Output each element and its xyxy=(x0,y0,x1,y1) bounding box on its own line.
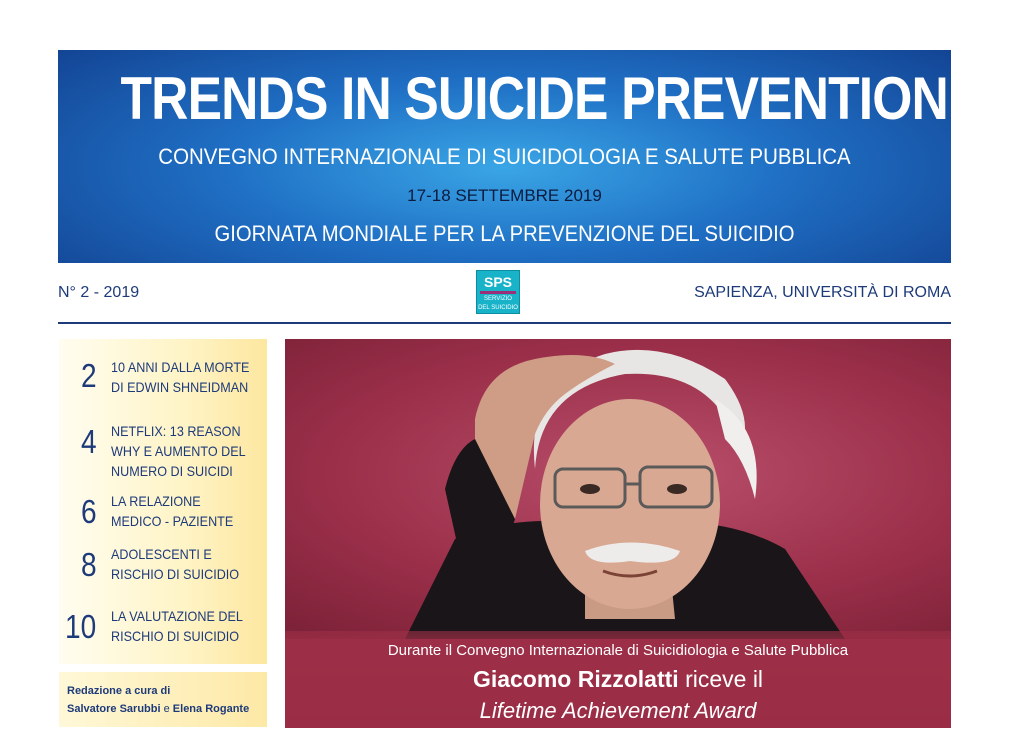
toc-title-line: LA VALUTAZIONE DEL xyxy=(111,608,243,624)
editors-box xyxy=(59,672,267,727)
editors-conjunction: e xyxy=(163,703,170,715)
toc-page-number: 10 xyxy=(65,608,97,645)
caption-intro: Durante il Convegno Internazionale di Suicidiologia e Salute Pubblica xyxy=(387,642,849,659)
toc-title-line: WHY E AUMENTO DEL xyxy=(111,443,246,459)
editor-name: Salvatore Sarubbi xyxy=(67,703,161,715)
logo-stripe xyxy=(480,291,516,294)
caption-verb: riceve il xyxy=(685,666,764,692)
toc-title-line: LA RELAZIONE xyxy=(111,493,201,509)
editor-name: Elena Rogante xyxy=(172,703,250,715)
logo-text: SPS xyxy=(483,274,512,290)
toc-title-line: ADOLESCENTI E xyxy=(111,546,212,562)
portrait-illustration xyxy=(285,339,951,639)
issue-number: N° 2 - 2019 xyxy=(58,284,140,301)
toc-title-line: RISCHIO DI SUICIDIO xyxy=(111,628,240,644)
toc-title-line: 10 ANNI DALLA MORTE xyxy=(111,359,250,375)
toc-page-number: 4 xyxy=(81,423,97,460)
awardee-name: Giacomo Rizzolatti xyxy=(472,666,679,692)
toc-title-line: NETFLIX: 13 REASON xyxy=(111,423,241,439)
portrait-photo xyxy=(285,339,951,639)
toc-page-number: 2 xyxy=(81,357,97,394)
editors-label: Redazione a cura di xyxy=(67,685,171,697)
sps-logo xyxy=(476,270,520,314)
conference-subtitle: CONVEGNO INTERNAZIONALE DI SUICIDOLOGIA E SALUTE PUBBLICA xyxy=(158,144,851,169)
university-name: SAPIENZA, UNIVERSITÀ DI ROMA xyxy=(694,284,951,301)
world-day-title: GIORNATA MONDIALE PER LA PREVENZIONE DEL SUICIDIO xyxy=(214,221,795,246)
toc-title-line: NUMERO DI SUICIDI xyxy=(111,463,233,479)
editors-names xyxy=(67,700,267,718)
logo-subtext-1: SERVIZIO xyxy=(484,296,512,302)
header-banner xyxy=(58,50,951,263)
table-of-contents xyxy=(59,339,267,664)
caption-headline xyxy=(285,666,951,693)
header-divider xyxy=(58,322,951,324)
award-name: Lifetime Achievement Award xyxy=(479,698,757,723)
conference-dates: 17-18 SETTEMBRE 2019 xyxy=(407,186,602,205)
logo-subtext-2: DEL SUICIDIO xyxy=(478,305,518,311)
toc-page-number: 8 xyxy=(81,546,97,583)
toc-title-line: DI EDWIN SHNEIDMAN xyxy=(111,379,249,395)
feature-article[interactable] xyxy=(285,339,951,728)
newsletter-title: TRENDS IN SUICIDE PREVENTION xyxy=(120,65,948,132)
toc-title-line: RISCHIO DI SUICIDIO xyxy=(111,566,240,582)
toc-title-line: MEDICO - PAZIENTE xyxy=(111,513,234,529)
toc-page-number: 6 xyxy=(81,493,97,530)
